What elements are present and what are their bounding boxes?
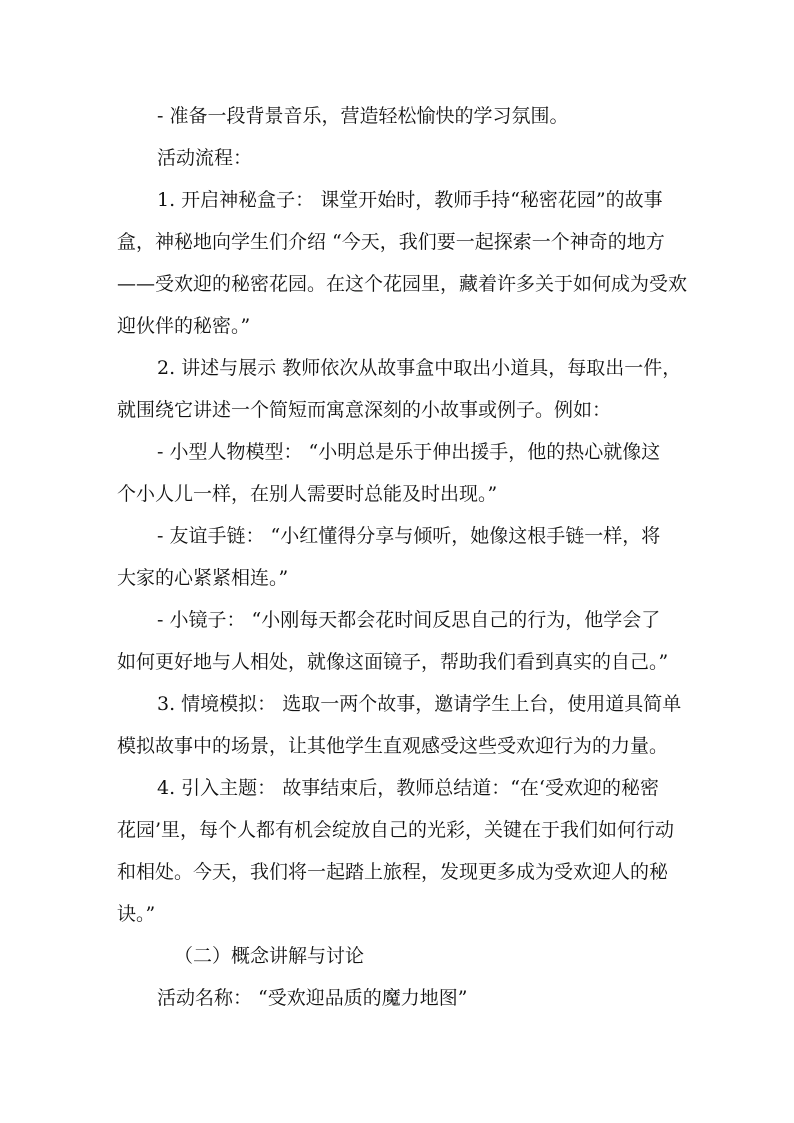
mirror-line-1: - 小镜子： “小刚每天都会花时间反思自己的行为，他学会了 (157, 609, 661, 631)
step-4-line-3: 和相处。今天，我们将一起踏上旅程，发现更多成为受欢迎人的秘 (117, 861, 669, 883)
figure-model-line-1: - 小型人物模型： “小明总是乐于伸出援手，他的热心就像这 (157, 441, 661, 463)
step-1-line-2: 盒，神秘地向学生们介绍 “今天，我们要一起探索一个神奇的地方 (117, 231, 665, 253)
step-2-line-2: 就围绕它讲述一个简短而寓意深刻的小故事或例子。例如： (117, 399, 612, 421)
step-4-line-2: 花园’里，每个人都有机会绽放自己的光彩，关键在于我们如何行动 (117, 819, 675, 841)
prep-music-line: - 准备一段背景音乐，营造轻松愉快的学习氛围。 (157, 105, 569, 127)
step-4-line-1: 4. 引入主题： 故事结束后，教师总结道：“在‘受欢迎的秘密 (157, 777, 659, 799)
activity-flow-heading: 活动流程： (157, 147, 253, 169)
step-1-line-3: ——受欢迎的秘密花园。在这个花园里，藏着许多关于如何成为受欢 (117, 273, 688, 295)
step-3-line-1: 3. 情境模拟： 选取一两个故事，邀请学生上台，使用道具简单 (157, 693, 682, 715)
activity-name-line: 活动名称： “受欢迎品质的魔力地图” (157, 987, 468, 1009)
step-1-line-1: 1. 开启神秘盒子： 课堂开始时，教师手持“秘密花园”的故事 (157, 189, 663, 211)
figure-model-line-2: 个小人儿一样，在别人需要时总能及时出现。” (117, 483, 498, 505)
step-4-line-4: 诀。” (117, 903, 156, 925)
step-2-line-1: 2. 讲述与展示 教师依次从故事盒中取出小道具，每取出一件， (157, 357, 682, 379)
bracelet-line-1: - 友谊手链： “小红懂得分享与倾听，她像这根手链一样，将 (157, 525, 661, 547)
bracelet-line-2: 大家的心紧紧相连。” (117, 567, 289, 589)
step-3-line-2: 模拟故事中的场景，让其他学生直观感受这些受欢迎行为的力量。 (117, 735, 669, 757)
step-1-line-4: 迎伙伴的秘密。” (117, 315, 251, 337)
section-heading: （二）概念讲解与讨论 (174, 945, 365, 967)
mirror-line-2: 如何更好地与人相处，就像这面镜子，帮助我们看到真实的自己。” (117, 651, 669, 673)
